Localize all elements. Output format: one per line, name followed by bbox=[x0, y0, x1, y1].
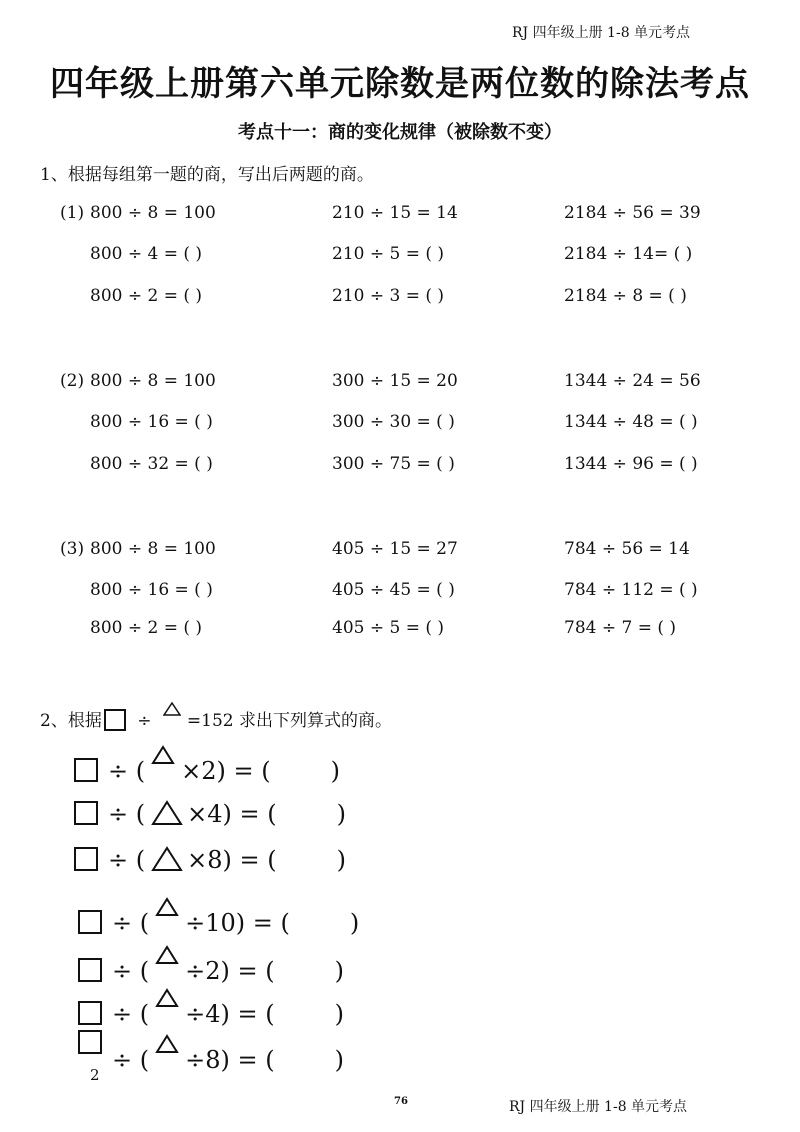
group-3-col-3-line-1: 784 ÷ 56 = 14 bbox=[564, 539, 690, 559]
triangle-icon bbox=[155, 945, 179, 965]
square-icon bbox=[74, 758, 98, 782]
square-icon bbox=[74, 801, 98, 825]
group-2-col-3-line-2: 1344 ÷ 48 = ( ) bbox=[564, 412, 698, 432]
question-2-prompt-post: =152 求出下列算式的商。 bbox=[186, 711, 392, 731]
square-icon bbox=[78, 910, 102, 934]
q2-row-7-part-a: ÷ ( bbox=[112, 1046, 150, 1074]
q2-row-2-part-c: ) bbox=[336, 800, 346, 828]
section-subtitle: 考点十一：商的变化规律（被除数不变） bbox=[238, 122, 562, 143]
group-3-col-1-line-3: 800 ÷ 2 = ( ) bbox=[90, 618, 203, 638]
question-2-divide-sign: ÷ bbox=[137, 711, 152, 731]
q2-row-3-part-b: ×8) = ( bbox=[187, 846, 277, 874]
page-number: 76 bbox=[394, 1096, 408, 1107]
header-label: RJ 四年级上册 1-8 单元考点 bbox=[512, 25, 691, 41]
triangle-icon bbox=[163, 702, 181, 716]
group-1-col-1-line-2: 800 ÷ 4 = ( ) bbox=[90, 244, 203, 264]
triangle-icon bbox=[155, 988, 179, 1008]
q2-row-5-part-a: ÷ ( bbox=[112, 957, 150, 985]
q2-row-1 bbox=[74, 757, 340, 785]
square-icon bbox=[104, 709, 126, 731]
stray-number: 2 bbox=[90, 1066, 100, 1084]
q2-row-7-part-c: ) bbox=[334, 1046, 344, 1074]
triangle-icon bbox=[155, 1034, 179, 1054]
triangle-icon bbox=[151, 800, 183, 826]
footer-label: RJ 四年级上册 1-8 单元考点 bbox=[509, 1099, 688, 1115]
q2-row-3-part-c: ) bbox=[336, 846, 346, 874]
q2-row-6-part-a: ÷ ( bbox=[112, 1000, 150, 1028]
question-2-prompt-pre: 2、根据 bbox=[40, 711, 102, 731]
group-2-col-1-line-3: 800 ÷ 32 = ( ) bbox=[90, 454, 213, 474]
group-1-col-3-line-2: 2184 ÷ 14= ( ) bbox=[564, 244, 693, 264]
group-1-col-1-line-3: 800 ÷ 2 = ( ) bbox=[90, 286, 203, 306]
group-2-col-1-line-2: 800 ÷ 16 = ( ) bbox=[90, 412, 213, 432]
square-icon bbox=[78, 958, 102, 982]
group-1-col-1-line-1: 800 ÷ 8 = 100 bbox=[90, 203, 216, 223]
q2-row-6-part-c: ) bbox=[334, 1000, 344, 1028]
triangle-icon bbox=[151, 846, 183, 872]
group-2-col-2-line-3: 300 ÷ 75 = ( ) bbox=[332, 454, 455, 474]
group-2-col-2-line-2: 300 ÷ 30 = ( ) bbox=[332, 412, 455, 432]
q2-row-4 bbox=[78, 909, 359, 937]
q2-row-6 bbox=[78, 1000, 344, 1028]
q2-row-2-part-b: ×4) = ( bbox=[187, 800, 277, 828]
q2-row-1-part-c: ) bbox=[330, 757, 340, 785]
group-3-col-3-line-2: 784 ÷ 112 = ( ) bbox=[564, 580, 698, 600]
question-1-prompt: 1、根据每组第一题的商，写出后两题的商。 bbox=[40, 165, 374, 185]
q2-row-4-part-b: ÷10) = ( bbox=[185, 909, 290, 937]
square-icon bbox=[74, 847, 98, 871]
q2-row-7 bbox=[78, 1044, 344, 1074]
triangle-icon bbox=[155, 897, 179, 917]
group-3-col-3-line-3: 784 ÷ 7 = ( ) bbox=[564, 618, 677, 638]
q2-row-1-part-b: ×2) = ( bbox=[181, 757, 271, 785]
q2-row-3 bbox=[74, 846, 346, 874]
group-3-col-2-line-3: 405 ÷ 5 = ( ) bbox=[332, 618, 445, 638]
q2-row-4-part-a: ÷ ( bbox=[112, 909, 150, 937]
q2-row-5 bbox=[78, 957, 344, 985]
square-icon bbox=[78, 1030, 102, 1054]
group-3-col-1-line-2: 800 ÷ 16 = ( ) bbox=[90, 580, 213, 600]
group-2-col-3-line-3: 1344 ÷ 96 = ( ) bbox=[564, 454, 698, 474]
group-1-col-3-line-3: 2184 ÷ 8 = ( ) bbox=[564, 286, 687, 306]
group-1-col-2-line-2: 210 ÷ 5 = ( ) bbox=[332, 244, 445, 264]
q2-row-3-part-a: ÷ ( bbox=[108, 846, 146, 874]
square-icon bbox=[78, 1001, 102, 1025]
q2-row-6-part-b: ÷4) = ( bbox=[185, 1000, 275, 1028]
group-3-col-1-line-1: 800 ÷ 8 = 100 bbox=[90, 539, 216, 559]
q2-row-1-part-a: ÷ ( bbox=[108, 757, 146, 785]
group-2-col-1-line-1: 800 ÷ 8 = 100 bbox=[90, 371, 216, 391]
page-title: 四年级上册第六单元除数是两位数的除法考点 bbox=[50, 64, 750, 104]
q2-row-7-part-b: ÷8) = ( bbox=[185, 1046, 275, 1074]
group-3-col-2-line-1: 405 ÷ 15 = 27 bbox=[332, 539, 458, 559]
q2-row-2 bbox=[74, 800, 346, 828]
group-1-col-3-line-1: 2184 ÷ 56 = 39 bbox=[564, 203, 701, 223]
group-1-col-2-line-1: 210 ÷ 15 = 14 bbox=[332, 203, 458, 223]
q2-row-2-part-a: ÷ ( bbox=[108, 800, 146, 828]
triangle-icon bbox=[151, 745, 175, 765]
group-3-col-2-line-2: 405 ÷ 45 = ( ) bbox=[332, 580, 455, 600]
q2-row-5-part-b: ÷2) = ( bbox=[185, 957, 275, 985]
group-2-label: (2) bbox=[60, 371, 85, 391]
group-1-label: (1) bbox=[60, 203, 85, 223]
group-2-col-3-line-1: 1344 ÷ 24 = 56 bbox=[564, 371, 701, 391]
group-3-label: (3) bbox=[60, 539, 85, 559]
question-2-prompt bbox=[40, 706, 392, 731]
group-1-col-2-line-3: 210 ÷ 3 = ( ) bbox=[332, 286, 445, 306]
group-2-col-2-line-1: 300 ÷ 15 = 20 bbox=[332, 371, 458, 391]
q2-row-5-part-c: ) bbox=[334, 957, 344, 985]
q2-row-4-part-c: ) bbox=[349, 909, 360, 937]
